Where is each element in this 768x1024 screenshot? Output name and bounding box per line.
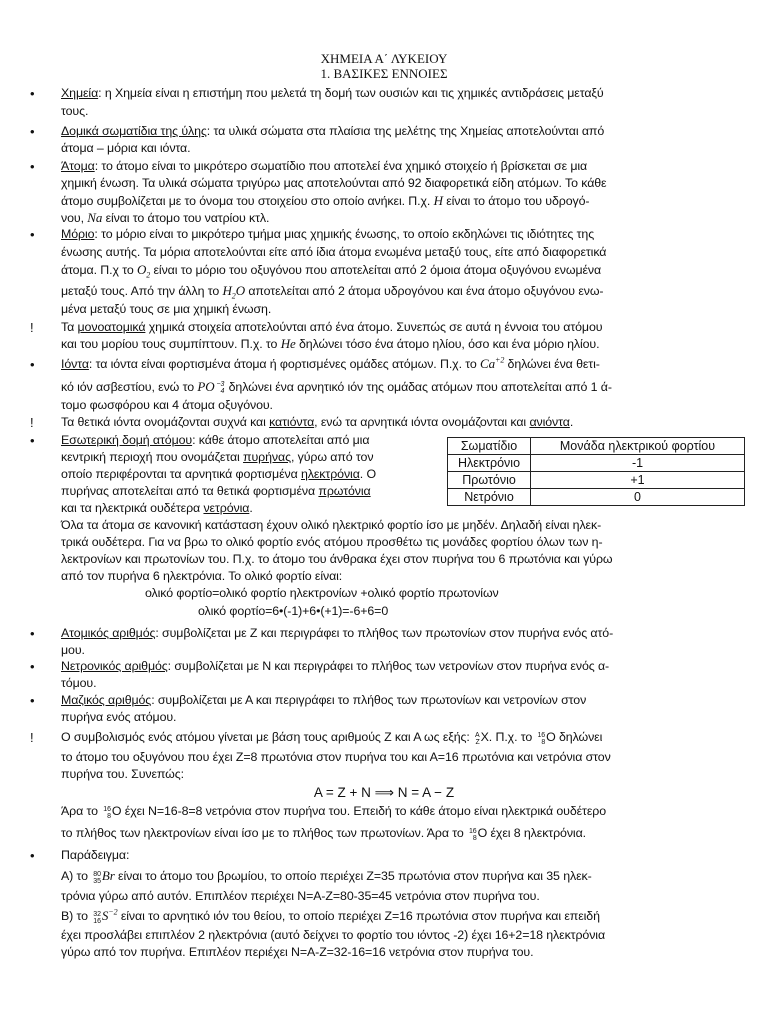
def-inner-line9: από τον πυρήνα 6 ηλεκτρόνια. Το ολικό φορτίο είναι: [61, 569, 343, 583]
table-header-cell: Μονάδα ηλεκτρικού φορτίου [531, 438, 745, 455]
excl-marker: ! [30, 320, 34, 335]
symbol-po4: PO −3 4 [197, 379, 225, 395]
def-molecule-line2: ένωσης αυτής. Τα μόρια αποτελούνται είτε από ίδια άτομα ενωμένα μεταξύ τους, είτε από διαφορετικά [61, 245, 607, 259]
bullet-marker: • [30, 159, 35, 174]
def-atom-line1: Άτομα: το άτομο είναι το μικρότερο σωματίδιο που αποτελεί ένα χημικό στοιχείο ή βρίσκεται σε μια [61, 159, 588, 173]
charge-table [447, 437, 745, 506]
note-monoatomic-line2: και του μορίου τους συμπίπτουν. Π.χ. το He δηλώνει τόσο ένα άτομο ηλίου, όσο και ένα μόριο ηλίου. [61, 336, 600, 351]
symbol-br: Br [101, 868, 115, 883]
symbol-na: Na [87, 210, 103, 225]
symbol-s: $S^{-2}$ [101, 907, 118, 923]
example-a-line2: τρόνια γύρω από αυτόν. Επιπλέον περιέχει Ν=Α-Ζ=80-35=45 νετρόνια στον πυρήνα του. [61, 889, 540, 903]
def-mass-number-line1: Μαζικός αριθμός: συμβολίζεται με Α και περιγράφει το πλήθος των πρωτονίων και νετρονίων στον [61, 693, 587, 707]
def-molecule-line4: μεταξύ τους. Από την άλλη το $H_2O$ αποτελείται από 2 άτομα υδρογόνου και ένα άτομο οξυγόνου ενω- [61, 283, 604, 301]
def-chemistry-line2: τους. [61, 104, 89, 118]
def-inner-line4: πυρήνας αποτελείται από τα θετικά φορτισμένα πρωτόνια [61, 484, 371, 498]
bullet-marker: • [30, 693, 35, 708]
def-mass-number-line2: πυρήνα ενός ατόμου. [61, 710, 177, 724]
charge-table-header [448, 438, 745, 455]
note-symbol-line4: Άρα το 16 8O έχει Ν=16-8=8 νετρόνια στον πυρήνα του. Επειδή το κάθε άτομο είναι ηλεκτρικά ουδέτερο [61, 804, 607, 820]
bullet-marker: • [30, 124, 35, 139]
def-atom-line3: άτομο συμβολίζεται με το όνομα του στοιχείου στο οποίο ανήκει. Π.χ. H είναι το άτομο του υδρογό- [61, 193, 590, 208]
bullet-marker: • [30, 848, 35, 863]
example-a-line1: Α) το 80 35Br είναι το άτομο του βρωμίου, το οποίο περιέχει Ζ=35 πρωτόνια στον πυρήνα και 35 ηλεκ- [61, 868, 592, 885]
neutron-equation: A = Z + N ⟹ N = A − Z [313, 785, 455, 800]
def-molecule-line5: μένα μεταξύ τους σε μια χημική ένωση. [61, 302, 272, 316]
table-cell: Νετρόνιο [448, 489, 531, 506]
table-row [448, 472, 745, 489]
generic-isotope-numbers: A Z [475, 732, 480, 746]
section-heading: 1. ΒΑΣΙΚΕΣ ΕΝΝΟΙΕΣ [320, 66, 448, 81]
example-b-line1: Β) το 32 $16S^{-2}$ είναι το αρνητικό ιόν του θείου, το οποίο περιέχει Ζ=16 πρωτόνια στον πυρήνα και επειδή [61, 907, 600, 925]
generic-isotope-symbol: X [480, 730, 489, 744]
def-molecule-line3: άτομα. Π.χ το $O_2$ είναι το μόριο του οξυγόνου που αποτελείται από 2 όμοια άτομα οξυγόνου ενωμένα [61, 262, 602, 280]
bullet-marker: • [30, 357, 35, 372]
table-row [448, 455, 745, 472]
bullet-marker: • [30, 659, 35, 674]
table-cell: 0 [531, 489, 745, 506]
term-chemistry: Χημεία [61, 86, 99, 100]
bullet-marker: • [30, 227, 35, 242]
def-inner-line6: Όλα τα άτομα σε κανονική κατάσταση έχουν ολικό ηλεκτρικό φορτίο ίσο με μηδέν. Δηλαδή είναι ηλεκ- [61, 518, 602, 532]
excl-marker: ! [30, 415, 34, 430]
def-inner-line1: Εσωτερική δομή ατόμου: κάθε άτομο αποτελείται από μια [61, 433, 370, 447]
note-symbol-line2: το άτομο του οξυγόνου που έχει Ζ=8 πρωτόνια στον πυρήνα του και Α=16 πρωτόνια και νετρόνια στον [61, 750, 611, 764]
note-symbol-line5: το πλήθος των ηλεκτρονίων είναι ίσο με το πλήθος των πρωτονίων. Άρα το 16 8O έχει 8 ηλεκτρόνια. [61, 826, 586, 842]
def-neutron-number-line1: Νετρονικός αριθμός: συμβολίζεται με Ν και περιγράφει το πλήθος των νετρονίων στον πυρήνα ενός α- [61, 659, 610, 673]
def-atom-line2: χημική ένωση. Τα υλικά σώματα τριγύρω μας αποτελούνται από 92 διαφορετικά είδη ατόμων. Το κάθε [61, 176, 607, 190]
def-inner-line5: και τα ηλεκτρικά ουδέτερα νετρόνια. [61, 501, 253, 515]
symbol-ca: $Ca^{+2}$ [480, 355, 505, 371]
table-cell: +1 [531, 472, 745, 489]
def-inner-line3: οποίο περιφέρονται τα αρνητικά φορτισμένα ηλεκτρόνια. Ο [61, 467, 376, 481]
def-molecule-line1: Μόριο: το μόριο είναι το μικρότερο τμήμα μιας χημικής ένωσης, το οποίο εκδηλώνει τις ιδιότητες της [61, 227, 595, 241]
example-b-line3: γύρω από τον πυρήνα. Επιπλέον περιέχει Ν=Α-Ζ=32-16=16 νετρόνια στον πυρήνα του. [61, 945, 534, 959]
bullet-marker: • [30, 626, 35, 641]
def-inner-line8: λεκτρονίων και πρωτονίων του. Π.χ. το άτομο του άνθρακα έχει στον πυρήνα του 6 πρωτόνια και γύρω [61, 552, 613, 566]
def-atom-line4: νου, Na είναι το άτομο του νατρίου κτλ. [61, 210, 270, 225]
note-cations-anions: Τα θετικά ιόντα ονομάζονται συχνά και κατιόντα, ενώ τα αρνητικά ιόντα ονομάζονται και ανιόντα. [61, 415, 574, 429]
formula-carbon-charge: ολικό φορτίο=6•(-1)+6•(+1)=-6+6=0 [198, 604, 389, 618]
symbol-o2: $O_2$ [136, 262, 151, 280]
document-title: ΧΗΜΕΙΑ Α΄ ΛΥΚΕΙΟΥ [320, 51, 448, 66]
note-symbol-line1: Ο συμβολισμός ενός ατόμου γίνεται με βάση τους αριθμούς Ζ και Α ως εξής: A ZX. Π.χ. το 16 8O δηλώνει [61, 730, 603, 746]
def-chemistry-line1: Χημεία: η Χημεία είναι η επιστήμη που μελετά τη δομή των ουσιών και τις χημικές αντιδράσεις μεταξύ [61, 86, 604, 100]
def-inner-line2: κεντρική περιοχή που ονομάζεται πυρήνας, γύρω από τον [61, 450, 374, 464]
symbol-h2o: $H_2O$ [222, 283, 245, 301]
note-symbol-line3: πυρήνα του. Συνεπώς: [61, 767, 184, 781]
def-neutron-number-line2: τόμου. [61, 676, 97, 690]
formula-total-charge: ολικό φορτίο=ολικό φορτίο ηλεκτρονίων +ολικό φορτίο πρωτονίων [145, 586, 499, 600]
excl-marker: ! [30, 730, 34, 745]
symbol-h: H [433, 193, 443, 208]
table-header-cell: Σωματίδιο [448, 438, 531, 455]
def-inner-line7: τρικά ουδέτερα. Για να βρω το ολικό φορτίο ενός ατόμου προσθέτω τις μονάδες φορτίου όλων των η- [61, 535, 603, 549]
table-cell: Ηλεκτρόνιο [448, 455, 531, 472]
example-label: Παράδειγμα: [61, 848, 130, 862]
example-b-line2: έχει προσλάβει επιπλέον 2 ηλεκτρόνια (αυτό δείχνει το φορτίο του ιόντος -2) έχει 16+2=18 ηλεκτρόνια [61, 928, 606, 942]
def-ions-line1: Ιόντα: τα ιόντα είναι φορτισμένα άτομα ή φορτισμένες ομάδες ατόμων. Π.χ. το $Ca^{+2}$ δηλώνει ένα θετι- [61, 355, 600, 371]
def-particles-line1: Δομικά σωματίδια της ύλης: τα υλικά σώματα στα πλαίσια της μελέτης της Χημείας αποτελούνται από [61, 124, 605, 138]
bullet-marker: • [30, 86, 35, 101]
def-atomic-number-line1: Ατομικός αριθμός: συμβολίζεται με Ζ και περιγράφει το πλήθος των πρωτονίων στον πυρήνα ενός ατό- [61, 626, 614, 640]
table-row [448, 489, 745, 506]
table-cell: -1 [531, 455, 745, 472]
def-ions-line3: τομο φωσφόρου και 4 άτομα οξυγόνου. [61, 398, 273, 412]
table-cell: Πρωτόνιο [448, 472, 531, 489]
symbol-he: He [280, 336, 296, 351]
note-monoatomic-line1: Τα μονοατομικά χημικά στοιχεία αποτελούνται από ένα άτομο. Συνεπώς σε αυτά η έννοια του ατόμου [61, 320, 603, 334]
def-atomic-number-line2: μου. [61, 643, 85, 657]
def-ions-line2: κό ιόν ασβεστίου, ενώ το PO −3 4 δηλώνει ένα αρνητικό ιόν της ομάδας ατόμων που αποτελείται από 1 ά- [61, 379, 612, 395]
def-particles-line2: άτομα – μόρια και ιόντα. [61, 141, 191, 155]
bullet-marker: • [30, 433, 35, 448]
